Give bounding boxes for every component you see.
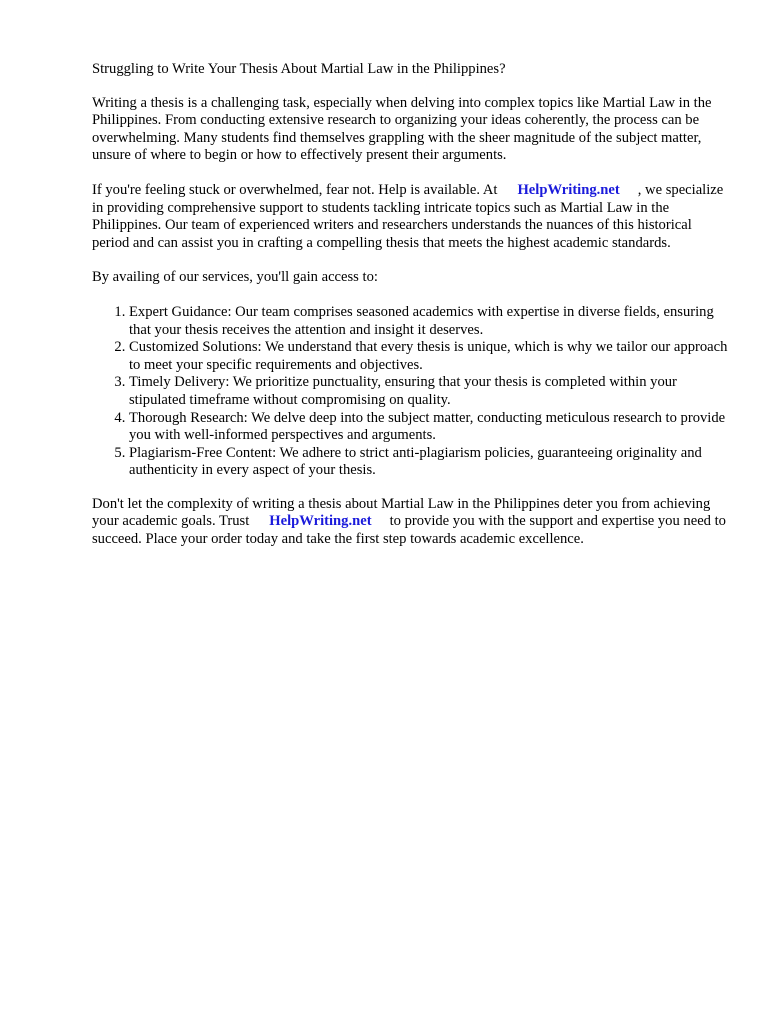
helpwriting-link[interactable]: HelpWriting.net	[517, 181, 620, 198]
list-item: 4. Thorough Research: We delve deep into the subject matter, conducting meticulous research to provide you with well-informed perspectives and arguments.	[129, 410, 728, 445]
help-text-after: , we specialize in providing comprehensive support to students tackling intricate topics such as Martial Law in the Philippines. Our team of experienced writers and researchers understands the nuances of this historical period and can assist you in crafting a compelling thesis that meets the highest academic standards.	[92, 181, 724, 251]
document-page	[92, 61, 728, 566]
help-paragraph	[92, 182, 728, 252]
list-item: 2. Customized Solutions: We understand that every thesis is unique, which is why we tailor our approach to meet your specific requirements and objectives.	[129, 339, 728, 374]
closing-text-before: Don't let the complexity of writing a thesis about Martial Law in the Philippines deter you from achieving your academic goals. Trust	[92, 495, 711, 530]
services-list	[92, 304, 728, 480]
list-intro: By availing of our services, you'll gain access to:	[92, 269, 378, 286]
list-item: 3. Timely Delivery: We prioritize punctuality, ensuring that your thesis is completed within your stipulated timeframe without compromising on quality.	[129, 374, 728, 409]
closing-paragraph	[92, 496, 728, 549]
intro-paragraph: Writing a thesis is a challenging task, especially when delving into complex topics like Martial Law in the Philippines. From conducting extensive research to organizing your ideas coherently, the process can be overwhelming. Many students find themselves grappling with the sheer magnitude of the subject matter, unsure of where to begin or how to effectively present their arguments.	[92, 94, 712, 164]
closing-text-after: to provide you with the support and expertise you need to succeed. Place your order today and take the first step towards academic excellence.	[92, 513, 726, 548]
list-item: 5. Plagiarism-Free Content: We adhere to strict anti-plagiarism policies, guaranteeing originality and authenticity in every aspect of your thesis.	[129, 445, 728, 480]
help-text-before: If you're feeling stuck or overwhelmed, fear not. Help is available. At	[92, 181, 498, 198]
list-item: 1. Expert Guidance: Our team comprises seasoned academics with expertise in diverse fields, ensuring that your thesis receives the attention and insight it deserves.	[129, 304, 728, 339]
helpwriting-link-closing[interactable]: HelpWriting.net	[269, 513, 372, 530]
document-title: Struggling to Write Your Thesis About Martial Law in the Philippines?	[92, 61, 506, 77]
